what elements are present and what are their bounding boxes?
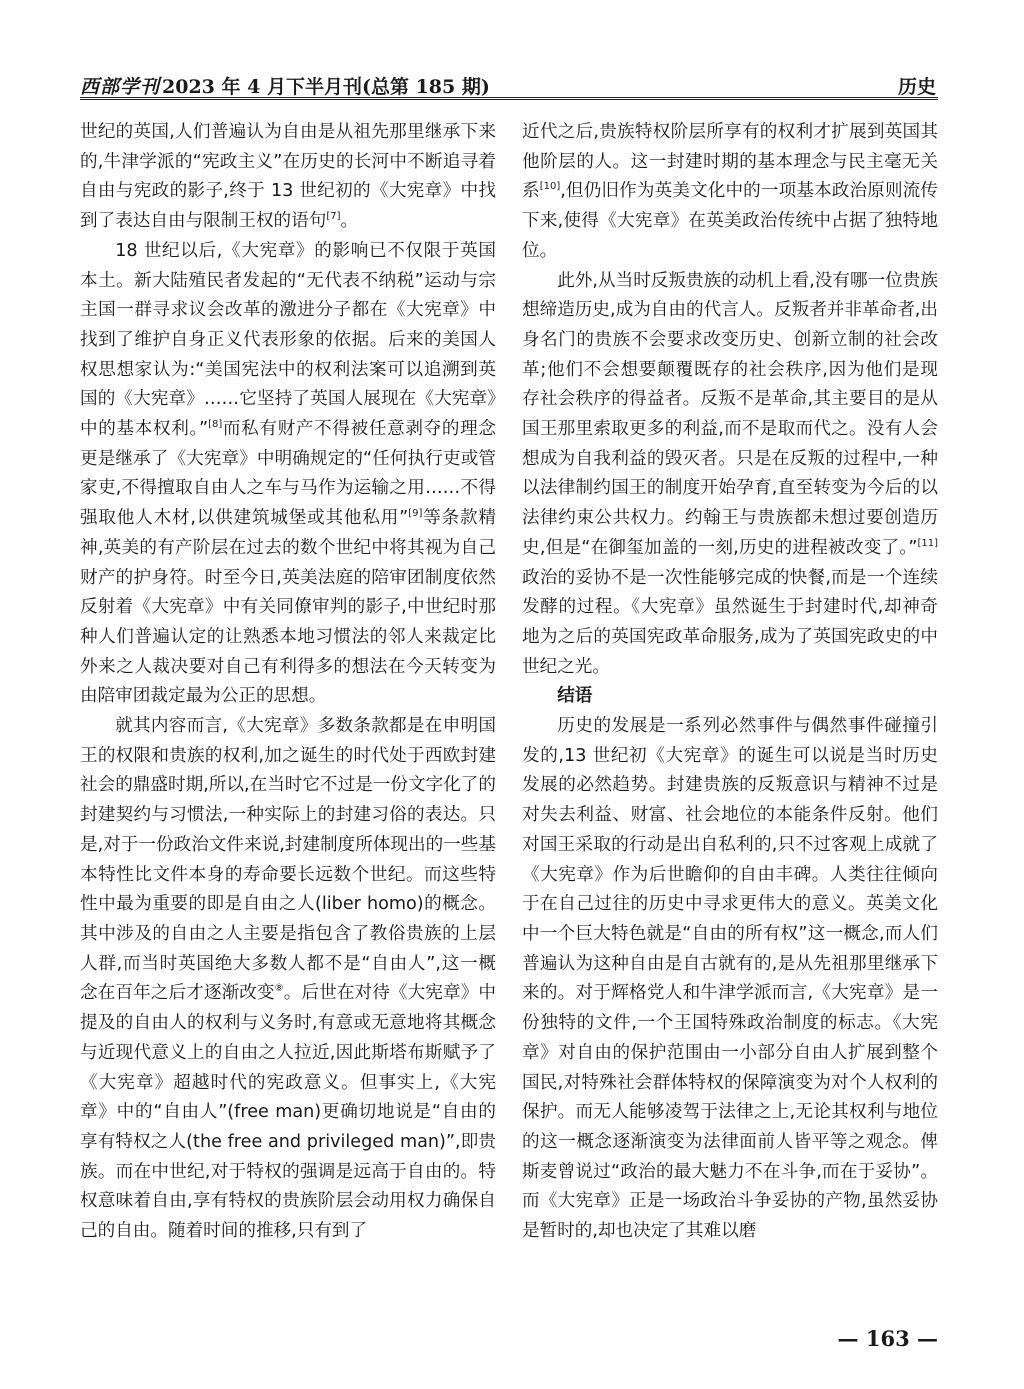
paragraph: 历史的发展是一系列必然事件与偶然事件碰撞引发的,13 世纪初《大宪章》的诞生可以说是当时历史发展的必然趋势。封建贵族的反叛意识与精神不过是对失去利益、财富、社会地位的本能条件反射。他们对国王采取的行动是出自私利的,只不过客观上成就了《大宪章》作为后世瞻仰的自由丰碑。人类往往倾向于在自己过往的历史中寻求更伟大的意义。英美文化中一个巨大特色就是“自由的所有权”这一概念,而人们普遍认为这种自由是自古就有的,是从先祖那里继承下来的。对于辉格党人和牛津学派而言,《大宪章》是一份独特的文件,一个王国特殊政治制度的标志。《大宪章》对自由的保护范围由一小部分自由人扩展到整个国民,对特殊社会群体特权的保障演变为对个人权利的保护。而无人能够凌驾于法律之上,无论其权利与地位的这一概念逐渐演变为法律面前人皆平等之观念。俾斯麦曾说过“政治的最大魅力不在斗争,而在于妥协”。而《大宪章》正是一场政治斗争妥协的产物,虽然妥协是暂时的,却也决定了其难以磨	[522, 716, 938, 1242]
section-heading: 结语	[557, 686, 593, 707]
footnote-marker: ⑧	[274, 983, 284, 995]
paragraph: 近代之后,贵族特权阶层所享有的权利才扩展到英国其他阶层的人。这一封建时期的基本理念与民主毫无关系[10],但仍旧作为英美文化中的一项基本政治原则流传下来,使得《大宪章》在英美政治传统中占据了独特地位。	[522, 122, 938, 261]
citation: [9]	[408, 508, 423, 520]
journal-logo: 西部学刊	[80, 76, 161, 98]
journal-title	[80, 72, 490, 99]
paragraph: 世纪的英国,人们普遍认为自由是从祖先那里继承下来的,牛津学派的“宪政主义”在历史的长河中不断追寻着自由与宪政的影子,终于 13 世纪初的《大宪章》中找到了表达自由与限制王权的语句[7]。	[80, 122, 496, 232]
paragraph: 18 世纪以后,《大宪章》的影响已不仅限于英国本土。新大陆殖民者发起的“无代表不纳税”运动与宗主国一群寻求议会改革的激进分子都在《大宪章》中找到了维护自身正义代表形象的依据。后来的美国人权思想家认为:“美国宪法中的权利法案可以追溯到英国的《大宪章》……它坚持了英国人展现在《大宪章》中的基本权利。”[8]而私有财产不得被任意剥夺的理念更是继承了《大宪章》中明确规定的“任何执行吏或管家吏,不得擅取自由人之车与马作为运输之用……不得强取他人木材,以供建筑城堡或其他私用”[9]等条款精神,英美的有产阶层在过去的数个世纪中将其视为自己财产的护身符。时至今日,英美法庭的陪审团制度依然反射着《大宪章》中有关同僚审判的影子,中世纪时那种人们普遍认定的让熟悉本地习惯法的邻人来裁定比外来之人裁决要对自己有利得多的想法在今天转变为由陪审团裁定最为公正的思想。	[80, 240, 496, 707]
citation: [7]	[326, 211, 341, 223]
citation: [10]	[539, 181, 561, 193]
paragraph: 就其内容而言,《大宪章》多数条款都是在申明国王的权限和贵族的权利,加之诞生的时代处于西欧封建社会的鼎盛时期,所以,在当时它不过是一份文字化了的封建契约与习惯法,一种实际上的封建习俗的表达。只是,对于一份政治文件来说,封建制度所体现出的一些基本特性比文件本身的寿命要长远数个世纪。而这些特性中最为重要的即是自由之人(liber homo)的概念。其中涉及的自由之人主要是指包含了教俗贵族的上层人群,而当时英国绝大多数人都不是“自由人”,这一概念在百年之后才逐渐改变⑧。后世在对待《大宪章》中提及的自由人的权利与义务时,有意或无意地将其概念与近现代意义上的自由之人拉近,因此斯塔布斯赋予了《大宪章》超越时代的宪政意义。但事实上,《大宪章》中的“自由人”(free man)更确切地说是“自由的享有特权之人(the free and privileged man)”,即贵族。而在中世纪,对于特权的强调是远高于自由的。特权意味着自由,享有特权的贵族阶层会动用权力确保自己的自由。随着时间的推移,只有到了	[80, 716, 496, 1242]
issue-info: 2023 年 4 月下半月刊(总第 185 期)	[162, 76, 490, 98]
paragraph: 此外,从当时反叛贵族的动机上看,没有哪一位贵族想缔造历史,成为自由的代言人。反叛者并非革命者,出身名门的贵族不会要求改变历史、创新立制的社会改革;他们不会想要颠覆既存的社会秩序,因为他们是现存社会秩序的得益者。反叛不是革命,其主要目的是从国王那里索取更多的利益,而不是取而代之。没有人会想成为自我利益的毁灭者。只是在反叛的过程中,一种以法律制约国王的制度开始孕育,直至转变为今后的以法律约束公共权力。约翰王与贵族都未想过要创造历史,但是“在御玺加盖的一刻,历史的进程被改变了。”[11]政治的妥协不是一次性能够完成的快餐,而是一个连续发酵的过程。《大宪章》虽然诞生于封建时代,却神奇地为之后的英国宪政革命服务,成为了英国宪政史的中世纪之光。	[522, 270, 938, 677]
citation: [11]	[917, 537, 938, 549]
section-name: 历史	[897, 76, 936, 98]
running-header	[80, 70, 938, 100]
right-column	[522, 118, 938, 1247]
citation: [8]	[208, 419, 223, 431]
left-column	[80, 118, 496, 1247]
page-number: — 163 —	[837, 1326, 938, 1351]
